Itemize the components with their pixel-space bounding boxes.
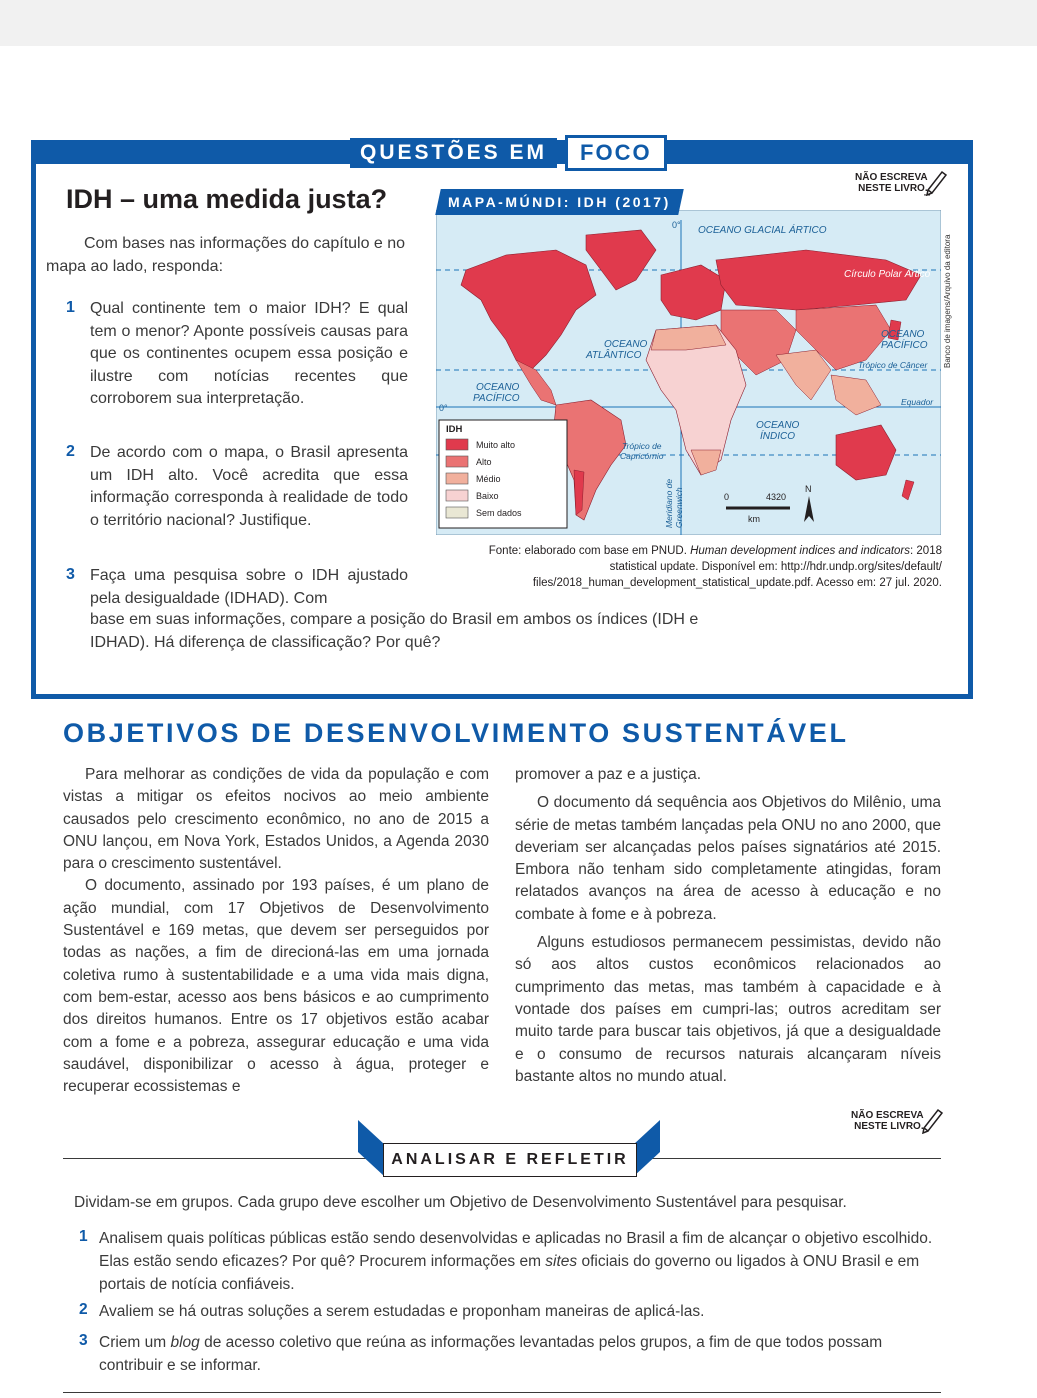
world-hdi-map [436, 210, 941, 535]
activity-3: Criem um blog de acesso coletivo que reúna as informações levantadas pelos grupos, a fim de que todos possam contribuir e se informar. [99, 1334, 883, 1374]
left-flag-icon [356, 1118, 386, 1178]
legend-swatch [446, 490, 468, 501]
legend-swatch [446, 439, 468, 450]
pencil-icon [924, 168, 948, 196]
legend-label: Sem dados [476, 508, 522, 518]
label-pacifico-l1: OCEANO [476, 382, 520, 393]
analisar-intro: Dividam-se em grupos. Cada grupo deve escolher um Objetivo de Desenvolvimento Sustentável para pesquisar. [74, 1194, 847, 1211]
activity-1: Analisem quais políticas públicas estão sendo desenvolvidas e aplicadas no Brasil a fim de alcançar o objetivo escolhido. Elas estão sendo eficazes? Por quê? Procurem informações em sites oficiais do governo ou ligados à ONU Brasil e em portais de notícia confiáveis. [99, 1230, 933, 1293]
nao-escreva-line2: NESTE LIVRO. [854, 1121, 924, 1132]
legend-title: IDH [446, 424, 463, 435]
question-number: 3 [66, 566, 75, 583]
label-pacifico-r2: PACÍFICO [881, 340, 928, 351]
label-capricornio-2: Capricórnio [620, 451, 664, 461]
scale-max: 4320 [766, 492, 787, 502]
label-pacifico-r1: OCEANO [881, 329, 925, 340]
legend-label: Baixo [476, 491, 499, 501]
north-label: N [805, 484, 812, 494]
ods-paragraph: promover a paz e a justiça. [515, 766, 702, 783]
divider-left [63, 1158, 383, 1159]
question-number: 2 [66, 443, 75, 460]
nao-escreva-badge-2 [851, 1110, 924, 1132]
bottom-rule [63, 1392, 941, 1393]
legend-label: Alto [476, 457, 492, 467]
nao-escreva-line1: NÃO ESCREVA [855, 172, 928, 183]
ods-left-column [63, 764, 489, 1098]
activity-number: 1 [79, 1228, 88, 1245]
question-1: Qual continente tem o maior IDH? E qual tem o menor? Aponte possíveis causas para que os continentes ocupem essa posição e ilustre com notícias recentes que corroborem sua interpretação. [90, 300, 408, 407]
legend-swatch [446, 456, 468, 467]
activity-number: 2 [79, 1301, 88, 1318]
map-source: Fonte: elaborado com base em PNUD. Human development indices and indicators: 2018 statistical update. Disponível em: http://hdr.undp.org/sites/default/ files/2018_human_development_statistical_update.pdf. Acesso em: 27 jul. 2020. [488, 545, 942, 589]
label-cancer: Trópico de Câncer [858, 360, 928, 370]
label-indico-2: ÍNDICO [760, 431, 795, 442]
question-2: De acordo com o mapa, o Brasil apresenta um IDH alto. Você acredita que essa informação corresponda à realidade de todo o território nacional? Justifique. [90, 444, 408, 529]
nao-escreva-line2: NESTE LIVRO. [858, 183, 928, 194]
activity-2: Avaliem se há outras soluções a serem estudadas e proponham maneiras de aplicá-las. [99, 1303, 705, 1320]
label-meridiano-1: Meridiano de [664, 478, 674, 528]
question-number: 1 [66, 299, 75, 316]
ods-title: OBJETIVOS DE DESENVOLVIMENTO SUSTENTÁVEL [63, 718, 849, 748]
activity-number: 3 [79, 1332, 88, 1349]
scale-zero: 0 [724, 492, 730, 502]
label-zero-left: 0° [439, 403, 448, 413]
label-atlantico-2: ATLÂNTICO [586, 350, 642, 361]
label-zero-top: 0° [672, 220, 681, 230]
nao-escreva-badge [855, 172, 928, 194]
image-credit: Banco de imagens/Arquivo da editora [943, 234, 952, 368]
top-band [0, 0, 1037, 46]
analisar-title: ANALISAR E REFLETIR [383, 1143, 637, 1177]
question-3-part1: Faça uma pesquisa sobre o IDH ajustado pela desigualdade (IDHAD). Com [90, 567, 408, 607]
pencil-icon [920, 1106, 944, 1134]
questoes-intro: Com bases nas informações do capítulo e no mapa ao lado, responda: [46, 235, 406, 275]
label-meridiano-2: Greenwich [674, 487, 684, 528]
ods-paragraph: Alguns estudiosos permanecem pessimistas, devido não só aos altos custos econômicos relacionados ao cumprimento das metas, mas também à capacidade e à vontade dos países em cumpri-las; outros acreditam ser muito tarde para buscar tais objetivos, já que a desigualdade e o consumo de recursos naturais alcançaram níveis bastante altos no mundo atual. [515, 934, 941, 1085]
nao-escreva-line1: NÃO ESCREVA [851, 1110, 924, 1121]
label-capricornio-1: Trópico de [622, 441, 662, 451]
label-artico: OCEANO GLACIAL ÁRTICO [698, 225, 827, 236]
label-equador: Equador [901, 397, 934, 407]
divider-right [636, 1158, 941, 1159]
ods-paragraph: Para melhorar as condições de vida da população e com vistas a mitigar os efeitos nocivos ao meio ambiente causados pelo crescimento econômico, no ano de 2015 a ONU lançou, em Nova York, Estados Unidos, a Agenda 2030 para o crescimento sustentável. [63, 766, 489, 873]
scale-unit: km [748, 514, 760, 524]
label-circulo: Círculo Polar Ártico [844, 269, 931, 280]
question-3-part2: base em suas informações, compare a posição do Brasil em ambos os índices (IDH e IDHAD). Há diferença de classificação? Por quê? [90, 611, 699, 651]
label-indico-1: OCEANO [756, 420, 800, 431]
ods-paragraph: O documento, assinado por 193 países, é um plano de ação mundial, com 17 Objetivos de Desenvolvimento Sustentável e 169 metas, que devem ser perseguidos por todas as nações, a fim de direcioná-las em uma jornada coletiva rumo à sustentabilidade e a uma vida mais digna, com bem-estar, acesso aos bens básicos e ao cumprimento dos direitos humanos. Entre os 17 objetivos estão acabar com a fome e a pobreza, assegurar educação e uma vida saudável, disponibilizar o acesso à água, proteger e recuperar ecossistemas e [63, 877, 489, 1096]
map-title: MAPA-MÚNDI: IDH (2017) [435, 189, 683, 215]
legend-swatch [446, 473, 468, 484]
foco-header-label: FOCO [565, 135, 667, 171]
questoes-header [350, 138, 667, 168]
questoes-header-label: QUESTÕES EM [350, 138, 557, 168]
ods-paragraph: O documento dá sequência aos Objetivos do Milênio, uma série de metas também lançadas pela ONU no ano 2000, que deveriam ser alcançadas pelos países signatários até 2015. Embora não tenham sido completamente atingidas, foram relatados avanços na área de acesso à educação e no combate à fome e à pobreza. [515, 794, 941, 923]
ods-right-column [515, 764, 941, 1088]
questoes-title: IDH – uma medida justa? [66, 184, 388, 214]
legend-swatch [446, 507, 468, 518]
legend-label: Muito alto [476, 440, 516, 450]
legend-label: Médio [476, 474, 501, 484]
label-atlantico-1: OCEANO [604, 339, 648, 350]
label-pacifico-l2: PACÍFICO [473, 393, 520, 404]
